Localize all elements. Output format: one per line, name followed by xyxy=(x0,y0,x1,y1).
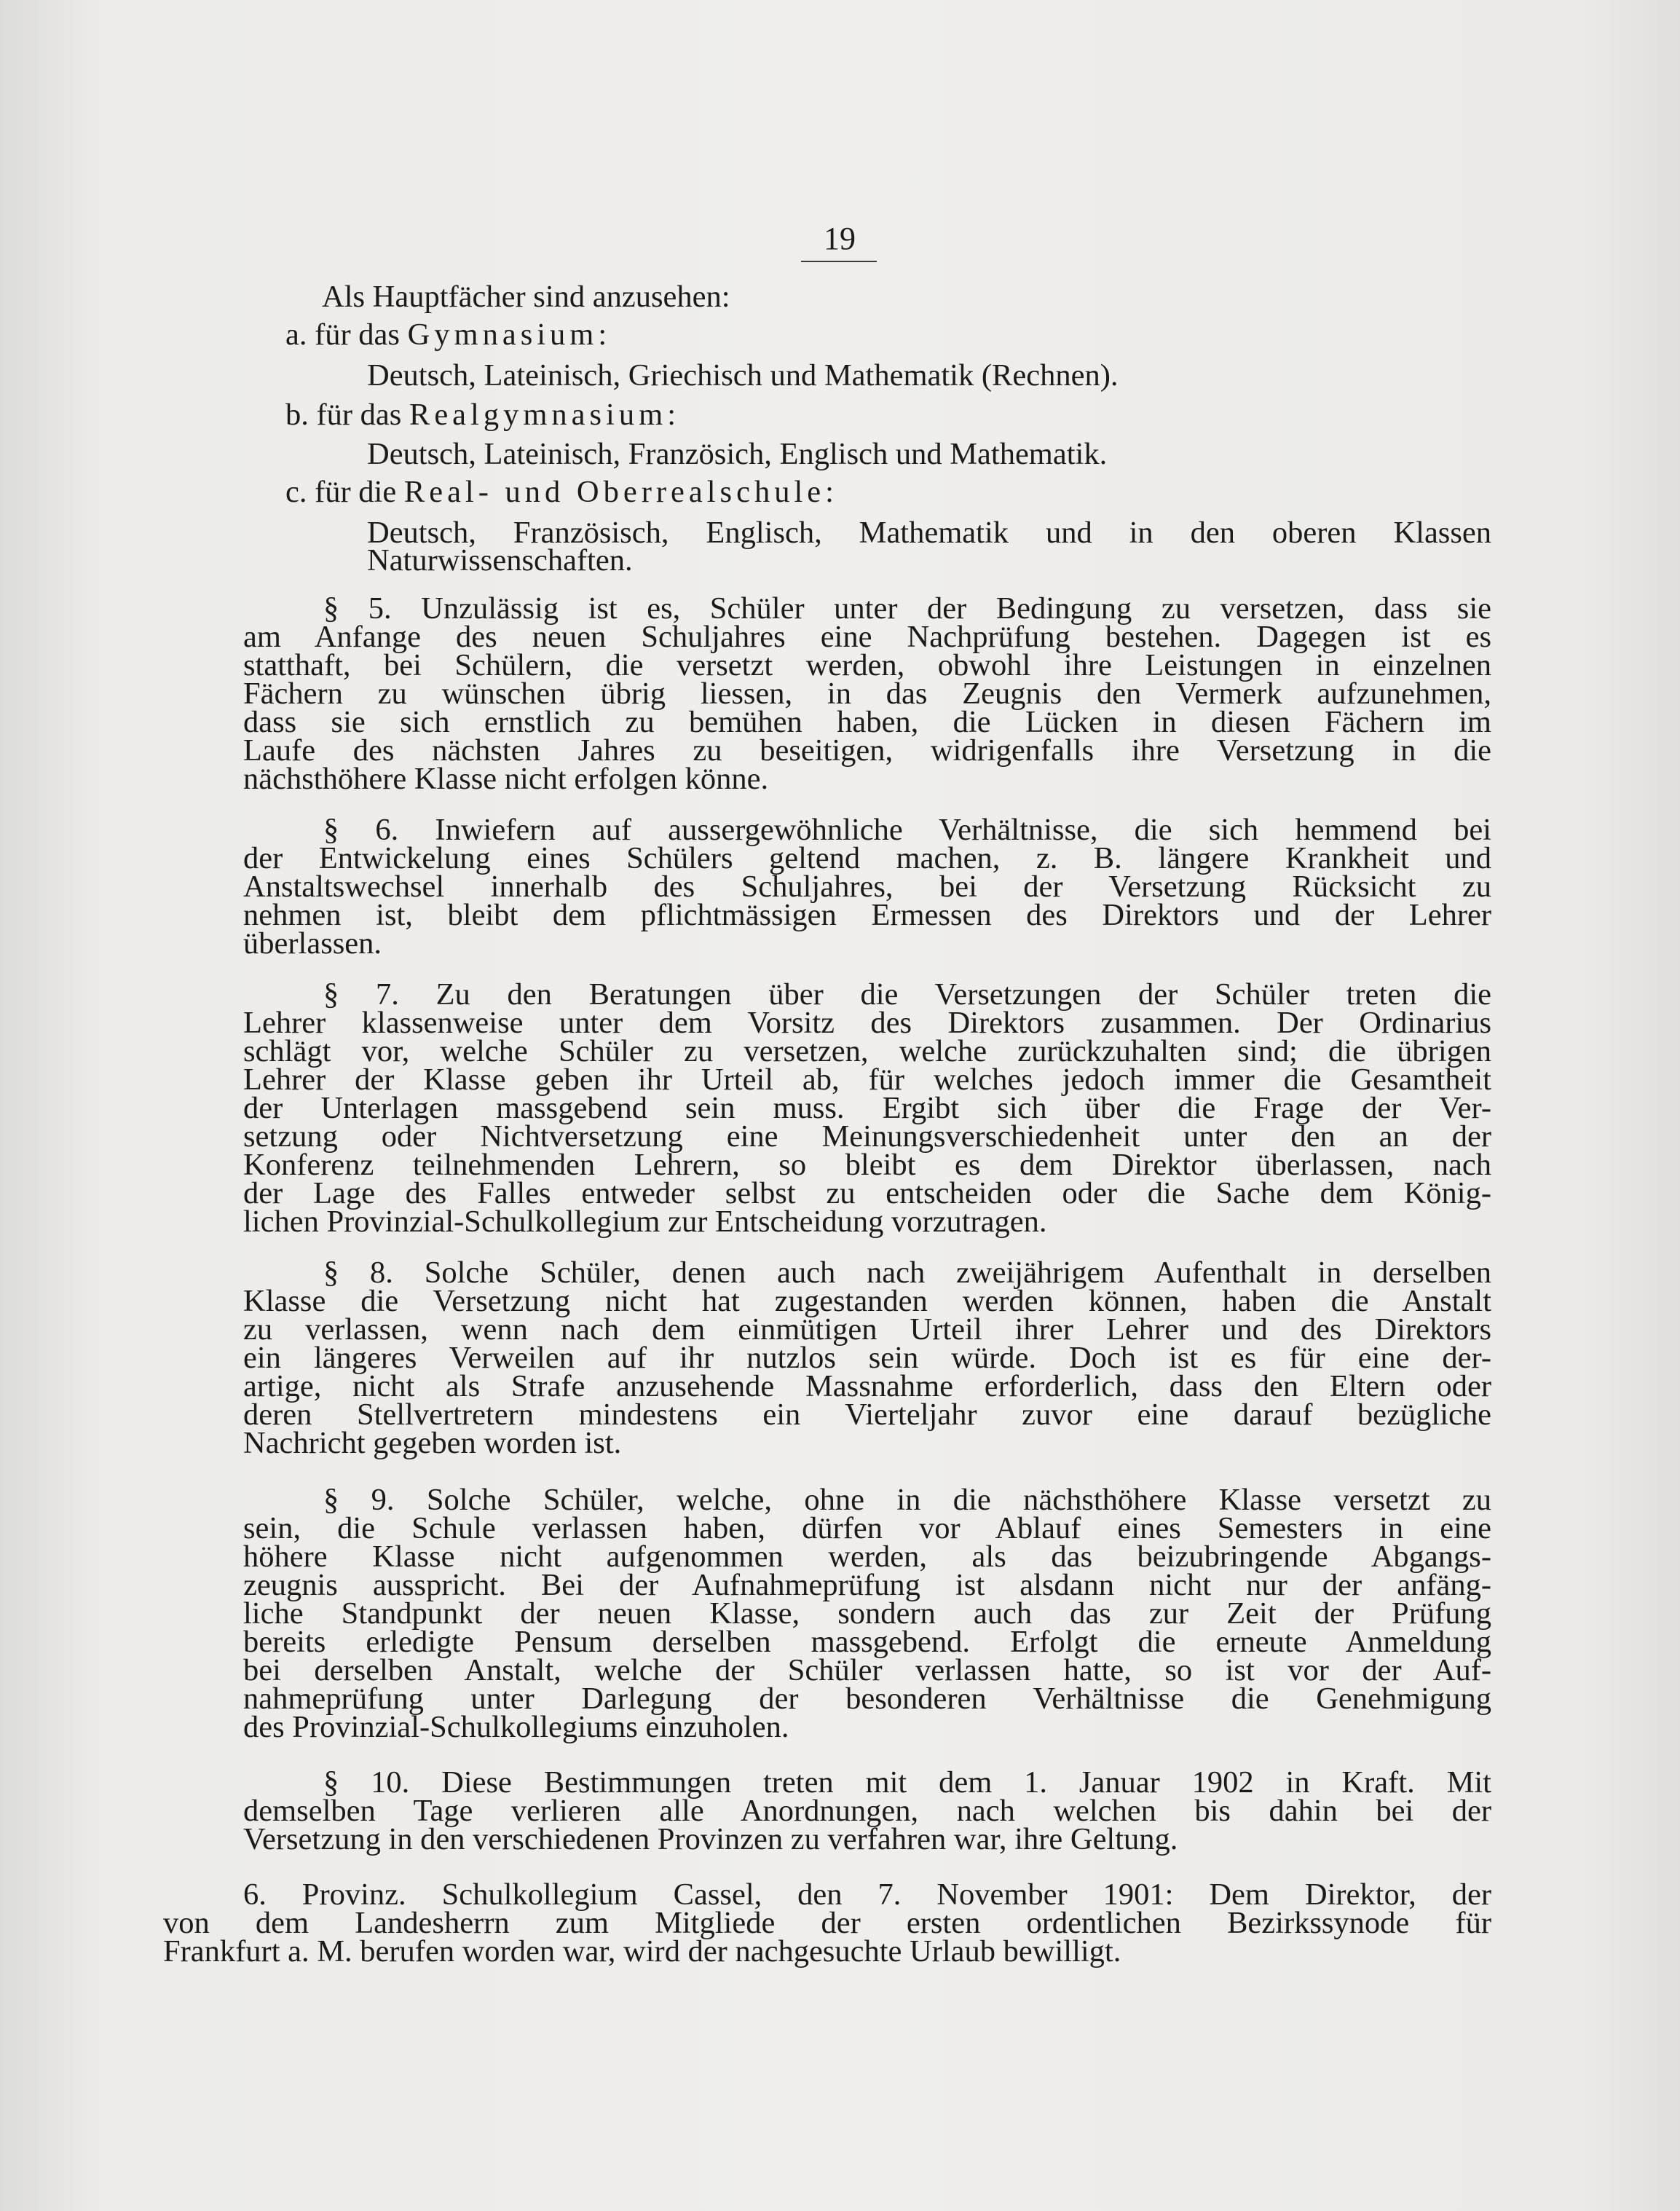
p7-line-6: setzung oder Nichtversetzung eine Meinungsverschiedenheit unter den an der xyxy=(243,1119,1491,1154)
p9-line-4: zeugnis ausspricht. Bei der Aufnahmeprüfung ist alsdann nicht nur der anfäng- xyxy=(243,1568,1491,1602)
p5-line-1: § 5. Unzulässig ist es, Schüler unter der Bedingung zu versetzen, dass sie xyxy=(323,591,1491,626)
p10-line-1: § 10. Diese Bestimmungen treten mit dem 1. Januar 1902 in Kraft. Mit xyxy=(323,1765,1491,1800)
p8-line-6: deren Stellvertretern mindestens ein Vierteljahr zuvor eine darauf bezügliche xyxy=(243,1398,1491,1432)
p6-line-3: Anstaltswechsel innerhalb des Schuljahres, bei der Versetzung Rücksicht zu xyxy=(243,870,1491,904)
p9-line-7: bei derselben Anstalt, welche der Schüler verlassen hatte, so ist vor der Auf- xyxy=(243,1653,1491,1687)
p7-line-8: der Lage des Falles entweder selbst zu entscheiden oder die Sache dem König- xyxy=(243,1176,1491,1210)
p6-line-2: der Entwickelung eines Schülers geltend machen, z. B. längere Krankheit und xyxy=(243,841,1491,875)
p7-line-1: § 7. Zu den Beratungen über die Versetzungen der Schüler treten die xyxy=(323,977,1491,1012)
p5-line-3: statthaft, bei Schülern, die versetzt werden, obwohl ihre Leistungen in einzelnen xyxy=(243,648,1491,682)
p9-line-5: liche Standpunkt der neuen Klasse, sondern auch das zur Zeit der Prüfung xyxy=(243,1596,1491,1631)
p10-line-2: demselben Tage verlieren alle Anordnungen, nach welchen bis dahin bei der xyxy=(243,1794,1491,1828)
p9-line-8: nahmeprüfung unter Darlegung der besonderen Verhältnisse die Genehmigung xyxy=(243,1682,1491,1716)
p8-line-1: § 8. Solche Schüler, denen auch nach zweijährigem Aufenthalt in derselben xyxy=(323,1256,1491,1290)
p7-line-7: Konferenz teilnehmenden Lehrern, so bleibt es dem Direktor überlassen, nach xyxy=(243,1148,1491,1182)
school-a-subjects: Deutsch, Lateinisch, Griechisch und Mathematik (Rechnen). xyxy=(367,358,1119,393)
p5-line-7: nächsthöhere Klasse nicht erfolgen könne. xyxy=(243,762,769,796)
p7-line-2: Lehrer klassenweise unter dem Vorsitz des Direktors zusammen. Der Ordinarius xyxy=(243,1006,1491,1040)
p7-line-4: Lehrer der Klasse geben ihr Urteil ab, für welches jedoch immer die Gesamtheit xyxy=(243,1063,1491,1097)
p5-line-2: am Anfange des neuen Schuljahres eine Nachprüfung bestehen. Dagegen ist es xyxy=(243,620,1491,654)
p9-line-2: sein, die Schule verlassen haben, dürfen vor Ablauf eines Semesters in eine xyxy=(243,1511,1491,1545)
school-b-heading: b. für das Realgymnasium: xyxy=(285,398,676,432)
p9-line-9: des Provinzial-Schulkollegiums einzuholen. xyxy=(243,1710,789,1744)
p8-line-7: Nachricht gegeben worden ist. xyxy=(243,1426,622,1460)
header-intro: Als Hauptfächer sind anzusehen: xyxy=(322,280,730,314)
item6-line-2: von dem Landesherrn zum Mitgliede der ersten ordentlichen Bezirkssynode für xyxy=(163,1906,1491,1940)
p7-line-3: schlägt vor, welche Schüler zu versetzen, welche zurückzuhalten sind; die übrigen xyxy=(243,1034,1491,1068)
p5-line-6: Laufe des nächsten Jahres zu beseitigen, widrigenfalls ihre Versetzung in die xyxy=(243,733,1491,768)
p9-line-6: bereits erledigte Pensum derselben massgebend. Erfolgt die erneute Anmeldung xyxy=(243,1625,1491,1659)
school-c-subjects-line-1: Deutsch, Französisch, Englisch, Mathematik und in den oberen Klassen xyxy=(367,516,1491,550)
school-c-subjects-line-2: Naturwissenschaften. xyxy=(367,543,633,578)
p8-line-4: ein längeres Verweilen auf ihr nutzlos sein würde. Doch ist es für eine der- xyxy=(243,1341,1491,1375)
p7-line-9: lichen Provinzial-Schulkollegium zur Entscheidung vorzutragen. xyxy=(243,1205,1047,1239)
p9-line-1: § 9. Solche Schüler, welche, ohne in die nächsthöhere Klasse versetzt zu xyxy=(323,1483,1491,1517)
p9-line-3: höhere Klasse nicht aufgenommen werden, als das beizubringende Abgangs- xyxy=(243,1540,1491,1574)
item6-line-3: Frankfurt a. M. berufen worden war, wird der nachgesuchte Urlaub bewilligt. xyxy=(163,1934,1121,1968)
p5-line-4: Fächern zu wünschen übrig liessen, in das Zeugnis den Vermerk aufzunehmen, xyxy=(243,677,1491,711)
item6-line-1: 6. Provinz. Schulkollegium Cassel, den 7. November 1901: Dem Direktor, der xyxy=(243,1877,1491,1912)
school-c-heading: c. für die Real- und Oberrealschule: xyxy=(285,475,834,509)
school-b-subjects: Deutsch, Lateinisch, Französich, Englisch und Mathematik. xyxy=(367,437,1108,471)
p8-line-3: zu verlassen, wenn nach dem einmütigen Urteil ihrer Lehrer und des Direktors xyxy=(243,1312,1491,1347)
page-number: 19 xyxy=(824,221,856,256)
p8-line-2: Klasse die Versetzung nicht hat zugestanden werden können, haben die Anstalt xyxy=(243,1284,1491,1318)
p5-line-5: dass sie sich ernstlich zu bemühen haben, die Lücken in diesen Fächern im xyxy=(243,705,1491,739)
p7-line-5: der Unterlagen massgebend sein muss. Ergibt sich über die Frage der Ver- xyxy=(243,1091,1491,1125)
p6-line-1: § 6. Inwiefern auf aussergewöhnliche Verhältnisse, die sich hemmend bei xyxy=(323,813,1491,847)
p10-line-3: Versetzung in den verschiedenen Provinzen zu verfahren war, ihre Geltung. xyxy=(243,1822,1178,1856)
p6-line-4: nehmen ist, bleibt dem pflichtmässigen Ermessen des Direktors und der Lehrer xyxy=(243,898,1491,932)
p6-line-5: überlassen. xyxy=(243,926,382,961)
p8-line-5: artige, nicht als Strafe anzusehende Massnahme erforderlich, dass den Eltern oder xyxy=(243,1369,1491,1403)
school-a-heading: a. für das Gymnasium: xyxy=(285,318,607,352)
